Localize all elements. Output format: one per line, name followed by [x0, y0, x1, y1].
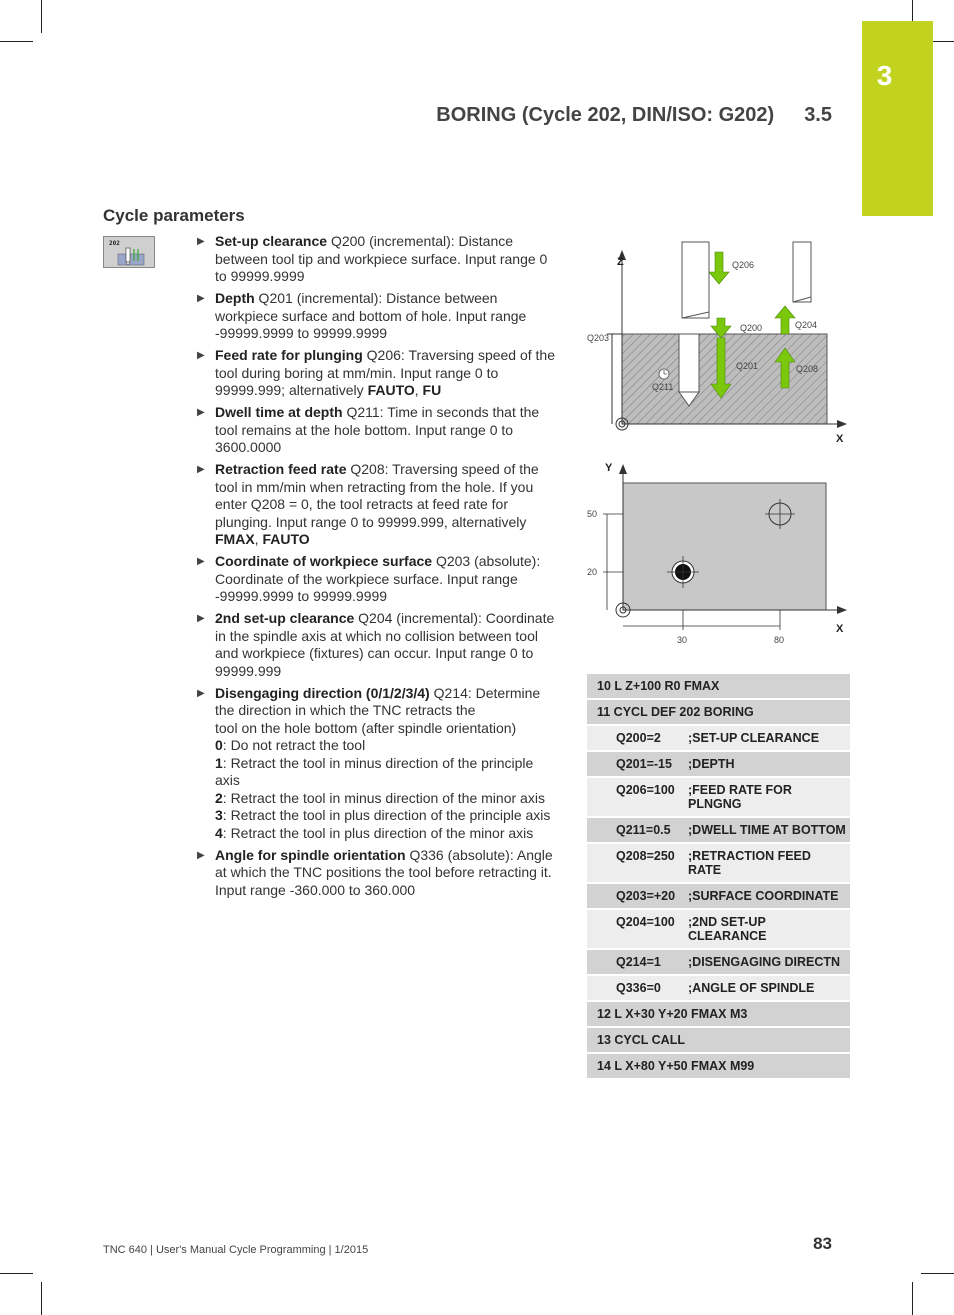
- parameter-item: [195, 685, 560, 843]
- option-key: 2: [215, 789, 223, 806]
- y-axis-arrow: [619, 464, 627, 474]
- option-text: : Retract the tool in minus direction of the minor axis: [222, 789, 545, 806]
- param-desc: Q211: Time in seconds that the tool remains at the hole bottom. Input range 0 to 3600.0000: [215, 404, 540, 455]
- top-view: [587, 462, 847, 645]
- program-line: [587, 1001, 850, 1027]
- program-line: [587, 699, 850, 725]
- option-text: : Retract the tool in plus direction of the principle axis: [222, 807, 551, 823]
- bullet-arrow-icon: ▶: [197, 236, 205, 247]
- param-assignment: Q201=-15: [616, 757, 672, 771]
- q206-feed-arrow: [709, 252, 729, 284]
- program-line: [587, 777, 850, 817]
- program-line: [587, 1053, 850, 1078]
- param-desc-line: tool on the hole bottom (after spindle orientation): [215, 719, 517, 736]
- param-comment: ;RETRACTION FEED RATE: [688, 849, 811, 877]
- parameter-item: [195, 290, 560, 343]
- param-option: FU: [422, 382, 442, 398]
- parameter-item: [195, 610, 560, 680]
- param-name: Depth: [215, 290, 255, 306]
- param-comment: ;DISENGAGING DIRECTN: [688, 955, 841, 969]
- param-name: Retraction feed rate: [215, 461, 347, 477]
- x-label-top: X: [836, 623, 844, 635]
- y-label: Y: [605, 462, 613, 474]
- parameter-item: [195, 404, 560, 457]
- tool-retracted: [793, 242, 811, 302]
- param-name: Dwell time at depth: [215, 404, 343, 420]
- param-comment: ;DWELL TIME AT BOTTOM: [688, 823, 846, 837]
- program-line: [587, 975, 850, 1001]
- q204-label: Q204: [795, 320, 818, 330]
- program-block: 10 L Z+100 R0 FMAX: [597, 679, 720, 693]
- param-comment: ;SURFACE COORDINATE: [688, 889, 839, 903]
- param-assignment: Q206=100: [616, 783, 675, 797]
- param-sep: ,: [254, 531, 263, 547]
- option-text: : Retract the tool in plus direction of the minor axis: [222, 824, 534, 841]
- param-comment: ;2ND SET-UP CLEARANCE: [688, 915, 767, 943]
- param-name: Set-up clearance: [215, 233, 328, 249]
- chapter-number: 3: [876, 60, 893, 91]
- param-name: Coordinate of workpiece surface: [215, 553, 433, 569]
- y50-label: 50: [587, 509, 598, 519]
- param-name: Angle for spindle orientation: [215, 846, 406, 863]
- param-desc: Q206: Traversing speed of the tool during boring at mm/min. Input range 0 to 99999.999; alternatively: [215, 347, 556, 398]
- param-comment: ;SET-UP CLEARANCE: [688, 731, 820, 745]
- bullet-arrow-icon: ▶: [197, 350, 205, 361]
- bullet-arrow-icon: ▶: [197, 687, 205, 699]
- param-comment: ;FEED RATE FOR PLNGNG: [688, 783, 792, 811]
- q200-label: Q200: [740, 323, 763, 333]
- q208-label: Q208: [796, 364, 819, 374]
- x-axis-top-arrow: [837, 606, 847, 614]
- workpiece-top: [623, 483, 826, 610]
- crop-mark: [921, 1273, 954, 1274]
- boring-cycle-diagram: [585, 238, 855, 650]
- x-label: X: [836, 433, 844, 445]
- param-option: FMAX: [215, 531, 255, 547]
- footer-text: TNC 640 | User's Manual Cycle Programming | 1/2015: [103, 1244, 369, 1256]
- bullet-arrow-icon: ▶: [197, 464, 205, 475]
- param-desc: Q214: Determine the direction in which the TNC retracts the: [215, 684, 541, 718]
- parameter-item: [195, 233, 560, 286]
- bullet-arrow-icon: ▶: [197, 849, 205, 861]
- program-block: 13 CYCL CALL: [597, 1033, 685, 1047]
- param-option: FAUTO: [262, 531, 310, 547]
- param-assignment: Q211=0.5: [616, 823, 671, 837]
- y20-label: 20: [587, 567, 598, 577]
- section-title: Cycle parameters: [103, 206, 245, 225]
- crop-mark: [0, 41, 33, 42]
- param-name: Feed rate for plunging: [215, 347, 363, 363]
- param-desc: Q201 (incremental): Distance between workpiece surface and bottom of hole. Input range -99999.9999 to 99999.9999: [215, 290, 527, 341]
- param-desc: Q203 (absolute): Coordinate of the workpiece surface. Input range -99999.9999 to 99999.9999: [215, 553, 541, 604]
- parameter-item: [195, 461, 560, 549]
- crop-mark: [0, 1273, 33, 1274]
- crop-mark: [41, 1282, 42, 1315]
- param-desc: Q204 (incremental): Coordinate in the spindle axis at which no collision between tool and workpiece (fixtures) can occur. Input range 0 to 99999.999: [215, 610, 555, 679]
- program-line: [587, 674, 850, 699]
- program-block: 12 L X+30 Y+20 FMAX M3: [597, 1007, 748, 1021]
- parameter-item: [195, 847, 560, 900]
- header-section: 3.5: [804, 104, 832, 126]
- param-option: FAUTO: [367, 382, 415, 398]
- param-desc: Q200 (incremental): Distance between tool tip and workpiece surface. Input range 0 to 99999.9999: [215, 233, 548, 284]
- param-assignment: Q336=0: [616, 981, 661, 995]
- q201-label: Q201: [736, 361, 759, 371]
- param-desc: Q208: Traversing speed of the tool in mm/min when retracting from the hole. If you enter Q208 = 0, the tool retracts at feed rate for plunging. Input range 0 to 99999.999, alternatively: [215, 461, 539, 530]
- cycle-softkey-icon: [103, 236, 155, 268]
- option-text: : Do not retract the tool: [222, 737, 366, 753]
- program-line: [587, 725, 850, 751]
- q211-label: Q211: [652, 382, 674, 392]
- parameter-item: [195, 553, 560, 606]
- crop-mark: [41, 0, 42, 33]
- param-desc: Q336 (absolute): Angle at which the TNC positions the tool before retracting it. Input range -360.000 to 360.000: [215, 846, 553, 898]
- bullet-arrow-icon: ▶: [197, 407, 205, 418]
- crop-mark: [912, 1282, 913, 1315]
- page-header: [300, 104, 832, 127]
- x-axis-arrow: [837, 420, 847, 428]
- option-key: 4: [215, 824, 223, 841]
- param-assignment: Q200=2: [616, 731, 661, 745]
- q203-label: Q203: [587, 333, 610, 343]
- param-assignment: Q204=100: [616, 915, 675, 929]
- program-line: [587, 949, 850, 975]
- x80-label: 80: [774, 635, 785, 645]
- nc-program-table: [587, 674, 850, 1078]
- bullet-arrow-icon: ▶: [197, 556, 205, 567]
- param-sep: ,: [414, 382, 423, 398]
- option-key: 3: [215, 807, 223, 823]
- param-assignment: Q203=+20: [616, 889, 676, 903]
- side-view: [587, 242, 847, 445]
- program-line: [587, 751, 850, 777]
- param-name: 2nd set-up clearance: [215, 610, 355, 626]
- program-block: 11 CYCL DEF 202 BORING: [597, 705, 754, 719]
- program-line: [587, 843, 850, 883]
- param-comment: ;DEPTH: [688, 757, 735, 771]
- program-block: 14 L X+80 Y+50 FMAX M99: [597, 1059, 755, 1073]
- option-key: 1: [215, 754, 223, 771]
- param-name: Disengaging direction (0/1/2/3/4): [215, 684, 430, 701]
- param-assignment: Q208=250: [616, 849, 675, 863]
- option-key: 0: [215, 737, 223, 753]
- parameter-item: [195, 347, 560, 400]
- bullet-arrow-icon: ▶: [197, 613, 205, 624]
- softkey-graphic: [104, 237, 154, 267]
- option-text: : Retract the tool in minus direction of the principle axis: [215, 754, 534, 788]
- param-assignment: Q214=1: [616, 955, 661, 969]
- chapter-tab: [862, 21, 933, 216]
- bore-hole: [679, 334, 699, 392]
- q206-label: Q206: [732, 260, 755, 270]
- program-line: [587, 1027, 850, 1053]
- program-line: [587, 817, 850, 843]
- bullet-arrow-icon: ▶: [197, 293, 205, 304]
- header-title: BORING (Cycle 202, DIN/ISO: G202): [436, 104, 775, 126]
- q204-arrow: [775, 306, 795, 334]
- x30-label: 30: [677, 635, 688, 645]
- page-number: 83: [813, 1234, 832, 1253]
- z-label: Z: [617, 256, 624, 268]
- softkey-label: 202: [109, 240, 120, 247]
- parameter-list: [195, 233, 560, 904]
- program-line: [587, 909, 850, 949]
- param-comment: ;ANGLE OF SPINDLE: [688, 981, 815, 995]
- program-line: [587, 883, 850, 909]
- tool-shank: [682, 242, 709, 318]
